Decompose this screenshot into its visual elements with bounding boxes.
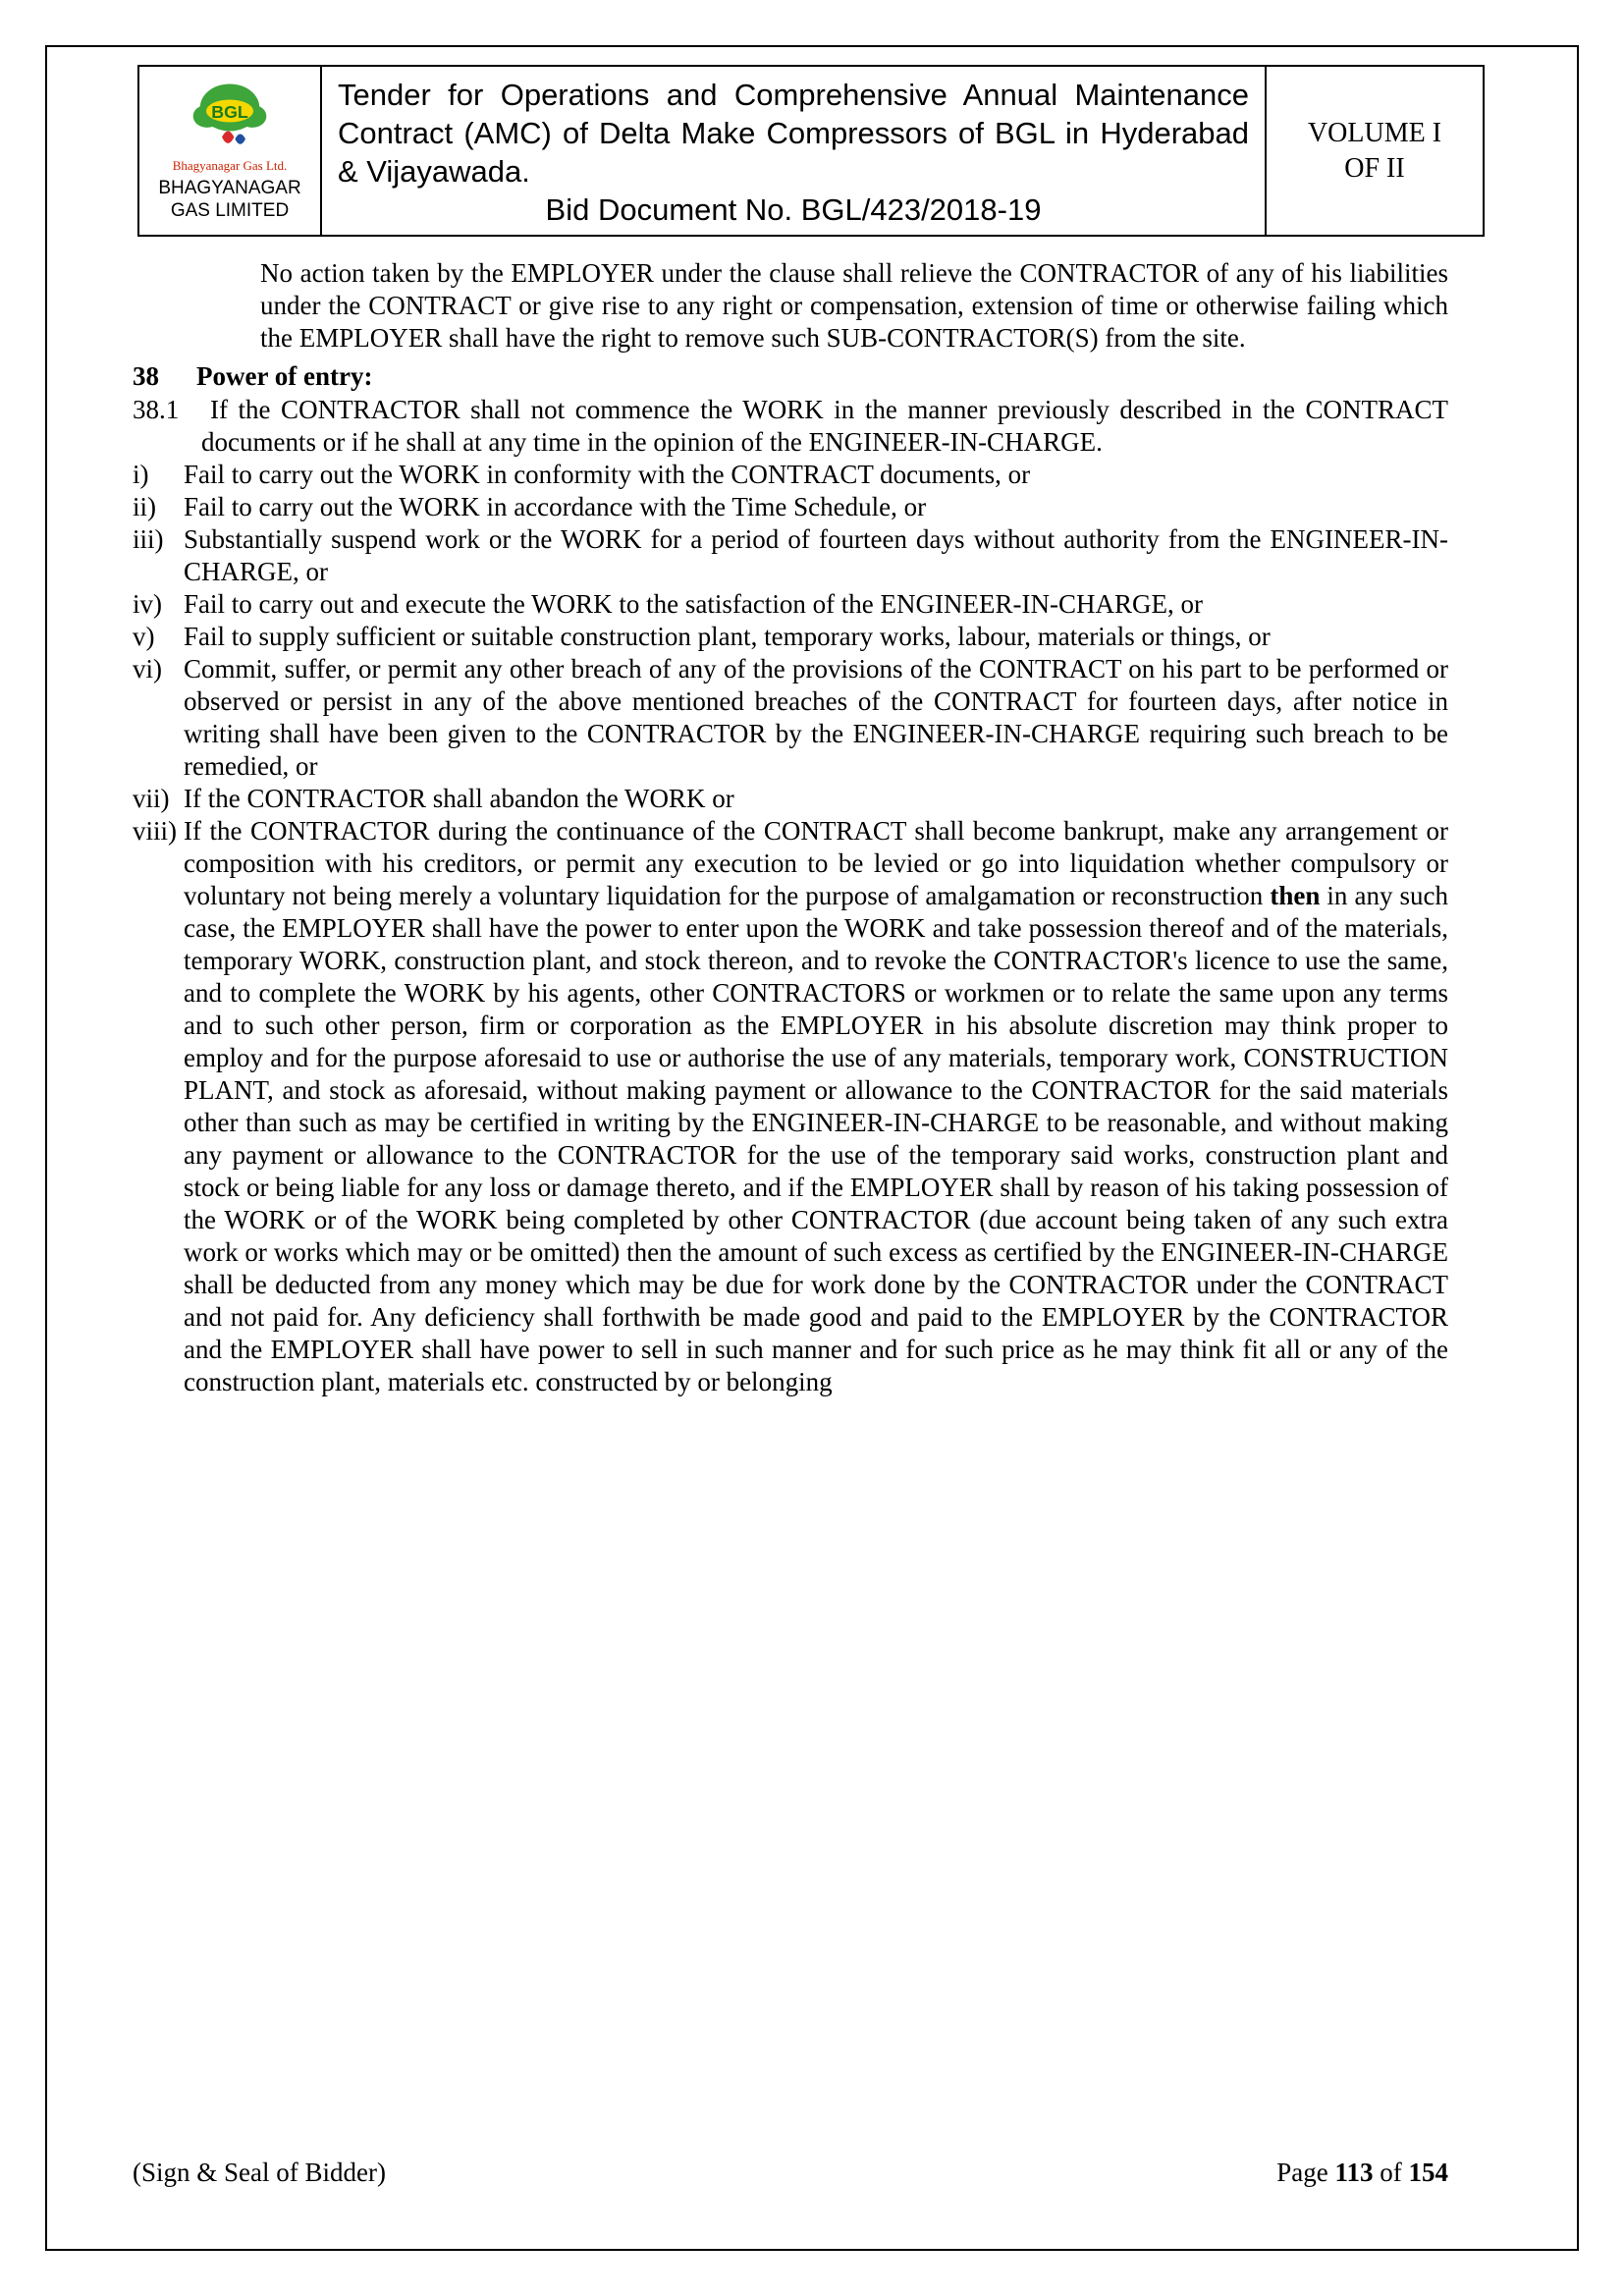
list-item-label: i) bbox=[133, 460, 149, 489]
section-heading bbox=[133, 360, 1448, 393]
volume-cell bbox=[1267, 67, 1483, 235]
volume-label-line1: VOLUME I bbox=[1307, 117, 1442, 148]
page-total: 154 bbox=[1408, 2158, 1448, 2187]
list-item-text-part: If the CONTRACTOR during the continuance of the CONTRACT shall become bankrupt, make any arrangement or composition with his creditors, or permit any execution to be levied or go into liquidation whether compulsory or voluntary not being merely a voluntary liquidation for the purpose of amalgamation or reconstruction bbox=[184, 816, 1448, 910]
clause-38-1 bbox=[133, 394, 1448, 459]
list-item-label: v) bbox=[133, 622, 155, 651]
list-item-label: ii) bbox=[133, 492, 156, 521]
of-word: of bbox=[1380, 2158, 1402, 2187]
company-name: BHAGYANAGAR GAS LIMITED bbox=[158, 178, 301, 221]
list-item-text: If the CONTRACTOR shall abandon the WORK or bbox=[184, 784, 734, 813]
list-item-text: Fail to carry out the WORK in accordance with the Time Schedule, or bbox=[184, 492, 927, 521]
page-footer bbox=[133, 2157, 1448, 2189]
volume-label-line2: OF II bbox=[1344, 152, 1405, 184]
list-item-text-part: in any such case, the EMPLOYER shall have the power to enter upon the WORK and take possession thereof and of the materials, temporary WORK, construction plant, and stock thereon, and to revoke the CONTRACTOR's licence to use the same, and to complete the WORK by his agents, other CONTRACTORS or workmen or to relate the same upon any terms and to such other person, firm or corporation as the EMPLOYER in his absolute discretion may think proper to employ and for the purpose aforesaid to use or authorise the use of any materials, temporary work, CONSTRUCTION PLANT, and stock as aforesaid, without making payment or allowance to the CONTRACTOR for the said materials other than such as may be certified in writing by the ENGINEER-IN-CHARGE to be reasonable, and without making any payment or allowance to the CONTRACTOR for the use of the temporary said works, construction plant and stock or being liable for any loss or damage thereto, and if the EMPLOYER shall by reason of his taking possession of the WORK or of the WORK being completed by other CONTRACTOR (due account being taken of any such extra work or works which may or be omitted) then the amount of such excess as certified by the ENGINEER-IN-CHARGE shall be deducted from any money which may be due for work done by the CONTRACTOR under the CONTRACT and not paid for. Any deficiency shall forthwith be made good and paid to the EMPLOYER by the CONTRACTOR and the EMPLOYER shall have power to sell in such manner and for such price as he may think fit all or any of the construction plant, materials etc. constructed by or belonging bbox=[184, 881, 1448, 1396]
list-item bbox=[133, 653, 1448, 783]
logo-tagline: Bhagyanagar Gas Ltd. bbox=[172, 158, 288, 173]
list-item-text: Fail to carry out and execute the WORK to the satisfaction of the ENGINEER-IN-CHARGE, or bbox=[184, 589, 1203, 619]
intro-paragraph: No action taken by the EMPLOYER under the clause shall relieve the CONTRACTOR of any of his liabilities under the CONTRACT or give rise to any right or compensation, extension of time or otherwise failing which the EMPLOYER shall have the right to remove such SUB-CONTRACTOR(S) from the site. bbox=[260, 258, 1448, 353]
page-word: Page bbox=[1276, 2158, 1328, 2187]
bid-document-number: Bid Document No. BGL/423/2018-19 bbox=[545, 192, 1042, 227]
list-item bbox=[133, 815, 1448, 1398]
list-item-label: iii) bbox=[133, 524, 164, 554]
clause-text: If the CONTRACTOR shall not commence the WORK in the manner previously described in the CONTRACT documents or if he shall at any time in the opinion of the ENGINEER-IN-CHARGE. bbox=[201, 395, 1448, 457]
list-item bbox=[133, 459, 1448, 491]
list-item-text bbox=[184, 815, 1448, 1398]
title-cell bbox=[322, 67, 1267, 235]
section-number: 38 bbox=[133, 361, 159, 391]
list-item-text: Fail to carry out the WORK in conformity with the CONTRACT documents, or bbox=[184, 460, 1031, 489]
tender-title: Tender for Operations and Comprehensive Annual Maintenance Contract (AMC) of Delta Make Compressors of BGL in Hyderabad & Vijayawada. bbox=[338, 78, 1249, 189]
list-item-text: Commit, suffer, or permit any other breach of any of the provisions of the CONTRACT on his part to be performed or observed or persist in any of the above mentioned breaches of the CONTRACT for fourteen days, after notice in writing shall have been given to the CONTRACTOR by the ENGINEER-IN-CHARGE requiring such breach to be remedied, or bbox=[184, 654, 1448, 781]
list-item-label: iv) bbox=[133, 589, 162, 619]
list-item bbox=[133, 523, 1448, 588]
list-item bbox=[133, 491, 1448, 523]
section-title: Power of entry: bbox=[196, 361, 373, 391]
logo-acronym: BGL bbox=[211, 102, 248, 123]
list-item-text: Substantially suspend work or the WORK for a period of fourteen days without authority from the ENGINEER-IN-CHARGE, or bbox=[184, 524, 1448, 586]
logo-cell bbox=[139, 67, 322, 235]
page-indicator bbox=[1276, 2157, 1448, 2189]
list-item bbox=[133, 621, 1448, 653]
document-body bbox=[133, 257, 1448, 1398]
bgl-logo-icon bbox=[177, 80, 283, 158]
header-table bbox=[137, 65, 1485, 237]
list-item bbox=[133, 588, 1448, 621]
list-item-label: vi) bbox=[133, 654, 162, 683]
list-item bbox=[133, 783, 1448, 815]
list-item-bold-word: then bbox=[1270, 881, 1321, 910]
clause-number: 38.1 bbox=[133, 395, 180, 424]
sign-seal-label: (Sign & Seal of Bidder) bbox=[133, 2158, 386, 2187]
list-item-label: vii) bbox=[133, 784, 170, 813]
page-current: 113 bbox=[1334, 2158, 1374, 2187]
list-item-text: Fail to supply sufficient or suitable construction plant, temporary works, labour, materials or things, or bbox=[184, 622, 1271, 651]
list-item-label: viii) bbox=[133, 816, 177, 846]
